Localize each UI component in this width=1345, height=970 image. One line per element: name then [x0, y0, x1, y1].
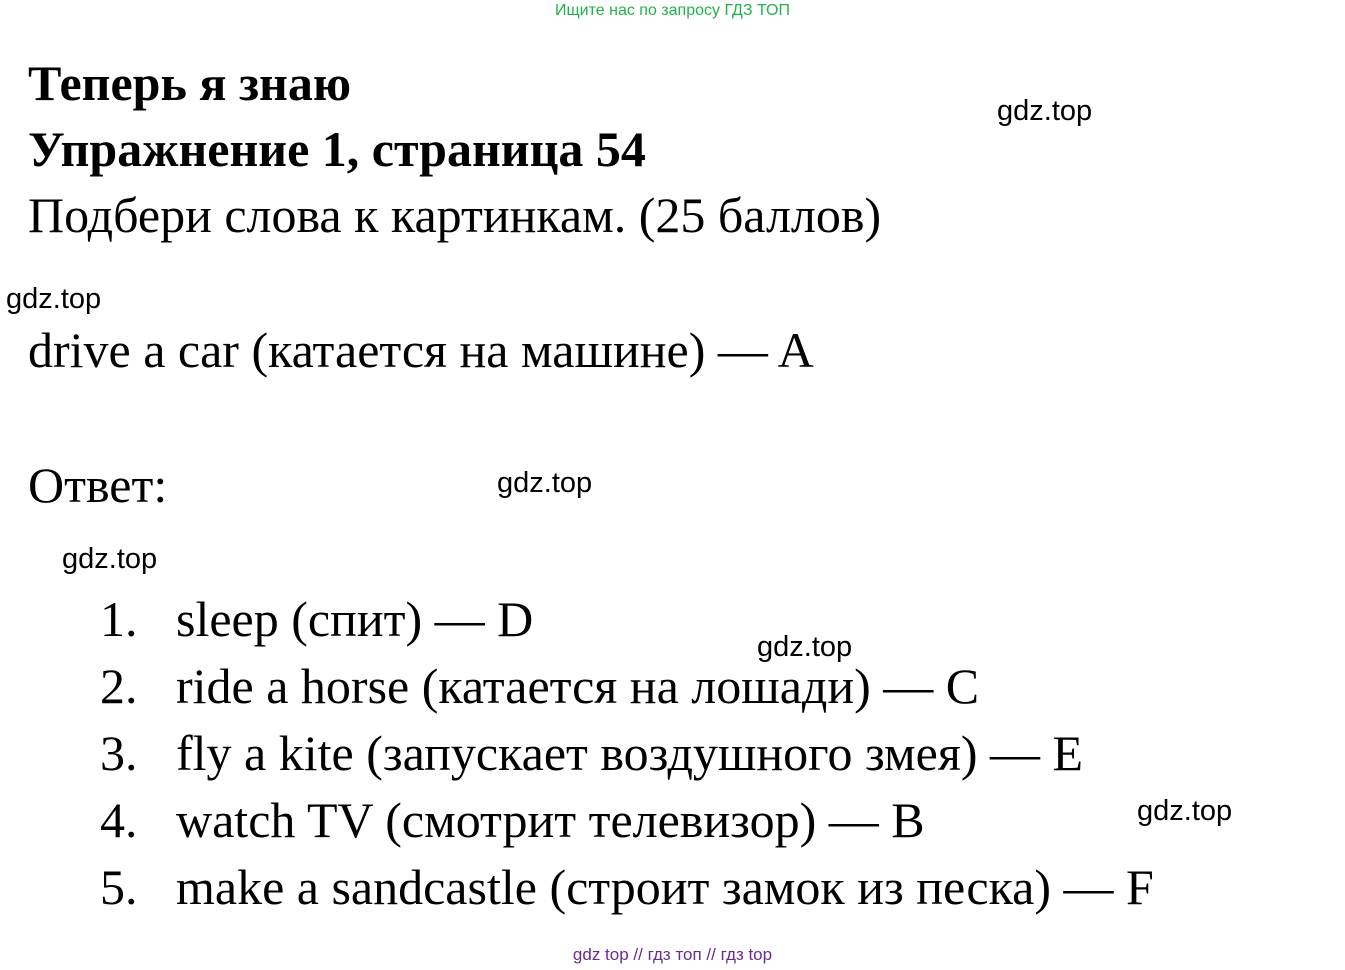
example-line: drive a car (катается на машине) — A — [28, 322, 814, 378]
answer-text: make a sandcastle (строит замок из песка) — F — [176, 859, 1154, 915]
answer-number: 4. — [100, 792, 138, 848]
answer-text: watch TV (смотрит телевизор) — B — [176, 792, 925, 848]
task-instruction: Подбери слова к картинкам. (25 баллов) — [28, 187, 882, 243]
answer-text: fly a kite (запускает воздушного змея) — E — [176, 725, 1084, 781]
answer-item — [100, 859, 1154, 929]
footer-watermark: gdz top // гдз топ // гдз top — [572, 945, 773, 964]
answer-number: 5. — [100, 859, 138, 915]
section-title: Теперь я знаю — [28, 55, 352, 111]
watermark: gdz.top — [62, 543, 158, 575]
answer-item — [100, 725, 1154, 795]
answer-label: Ответ: — [28, 457, 168, 513]
answer-list — [100, 591, 1154, 929]
top-banner: Ищите нас по запросу ГДЗ ТОП — [555, 2, 790, 19]
watermark: gdz.top — [757, 631, 853, 663]
answer-item — [100, 792, 1154, 862]
answer-text: sleep (спит) — D — [176, 591, 534, 647]
watermark: gdz.top — [6, 283, 102, 315]
watermark: gdz.top — [1137, 795, 1233, 827]
answer-number: 2. — [100, 658, 138, 714]
answer-item — [100, 591, 1154, 661]
answer-text: ride a horse (катается на лошади) — C — [176, 658, 980, 714]
answer-number: 3. — [100, 725, 138, 781]
answer-item — [100, 658, 1154, 728]
answer-number: 1. — [100, 591, 138, 647]
exercise-title: Упражнение 1, страница 54 — [28, 121, 646, 177]
watermark: gdz.top — [997, 95, 1093, 127]
watermark: gdz.top — [497, 467, 593, 499]
